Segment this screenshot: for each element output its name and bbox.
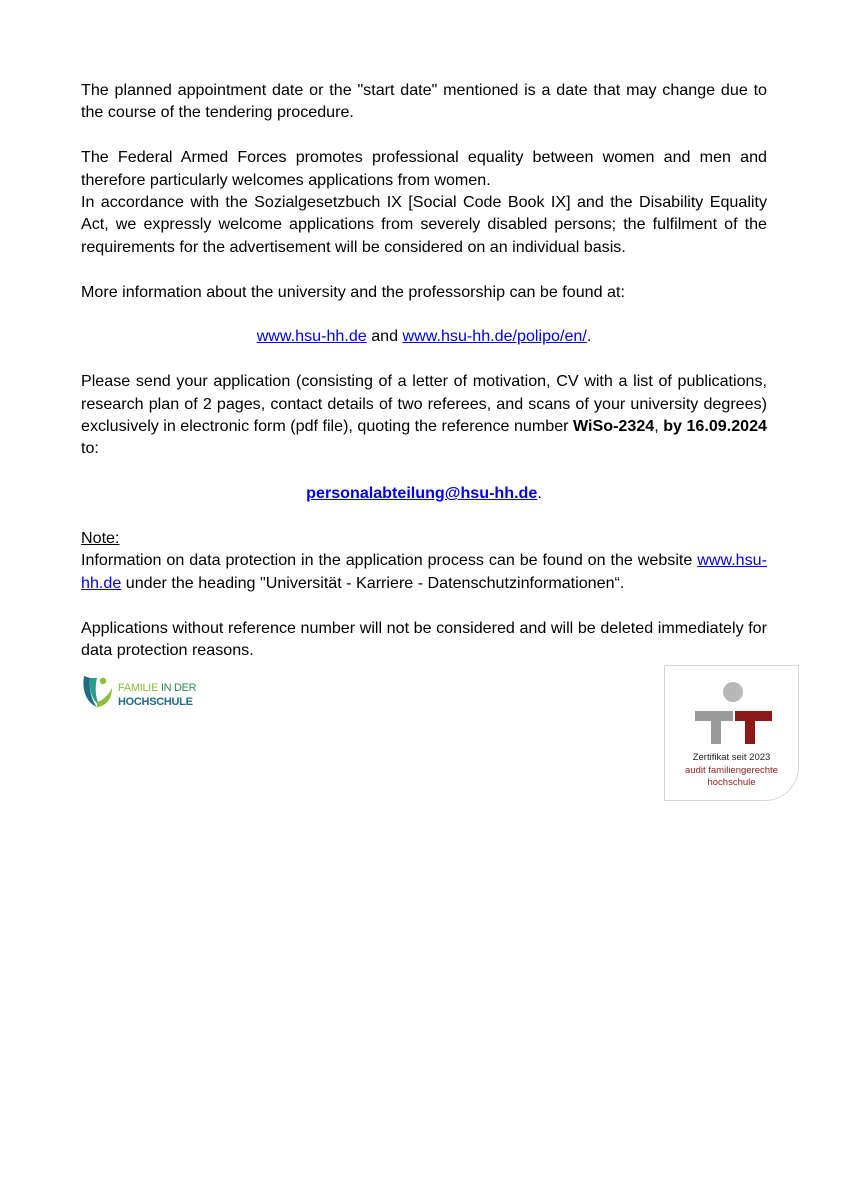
university-link[interactable]: www.hsu-hh.de — [256, 327, 367, 346]
family-logo-line2: HOCHSCHULE — [118, 696, 193, 708]
note-heading: Note: — [81, 529, 120, 548]
links-period: . — [586, 327, 592, 346]
family-leaf-icon — [81, 672, 113, 710]
deletion-paragraph: Applications without reference number will not be considered and will be deleted immediately for data protection reasons. — [81, 618, 767, 660]
deadline: by 16.09.2024 — [663, 417, 768, 436]
reference-number: WiSo-2324 — [572, 417, 655, 436]
disability-paragraph: In accordance with the Sozialgesetzbuch IX [Social Code Book IX] and the Disability Equality Act, we expressly welcome applications from severely disabled persons; the fulfilment of the requirements for the advertisement will be considered on an individual basis. — [81, 193, 767, 256]
cert-line1: Zertifikat seit 2023 — [692, 752, 771, 763]
application-text: Please send your application (consisting of a letter of motivation, CV with a list of publications, research plan of 2 pages, contact details of two referees, and scans of your university degrees) exclusively in electronic form (pdf file), quoting the reference number — [81, 372, 767, 436]
email-line — [81, 482, 767, 504]
cert-line2: audit familiengerechte — [685, 765, 778, 776]
links-and-text: and — [366, 327, 403, 346]
audit-tt-logo-icon — [665, 666, 798, 750]
equality-paragraph: The Federal Armed Forces promotes professional equality between women and men and therefore particularly welcomes applications from women. — [81, 148, 767, 189]
family-logo-line1: FAMILIE IN DER — [118, 682, 197, 694]
email-period: . — [537, 484, 542, 503]
note-text-after: under the heading "Universität - Karriere - Datenschutzinformationen“. — [121, 573, 625, 592]
application-to: to: — [81, 439, 99, 458]
note-text: Information on data protection in the application process can be found on the website — [81, 551, 698, 570]
email-link[interactable]: personalabteilung@hsu-hh.de — [306, 484, 538, 503]
note-paragraph — [81, 549, 767, 594]
familie-in-der-hochschule-logo — [81, 672, 211, 714]
polipo-link[interactable]: www.hsu-hh.de/polipo/en/ — [402, 327, 587, 346]
document-body — [81, 79, 767, 661]
note-website-link[interactable]: www.hsu-hh.de — [81, 551, 767, 592]
application-paragraph — [81, 370, 767, 460]
cert-line3: hochschule — [707, 777, 756, 788]
audit-certificate-badge — [664, 665, 799, 801]
application-comma: , — [654, 417, 659, 436]
more-info-paragraph: More information about the university and the professorship can be found at: — [81, 282, 625, 301]
links-line — [81, 325, 767, 347]
appointment-paragraph: The planned appointment date or the "start date" mentioned is a date that may change due to the course of the tendering procedure. — [81, 81, 767, 122]
